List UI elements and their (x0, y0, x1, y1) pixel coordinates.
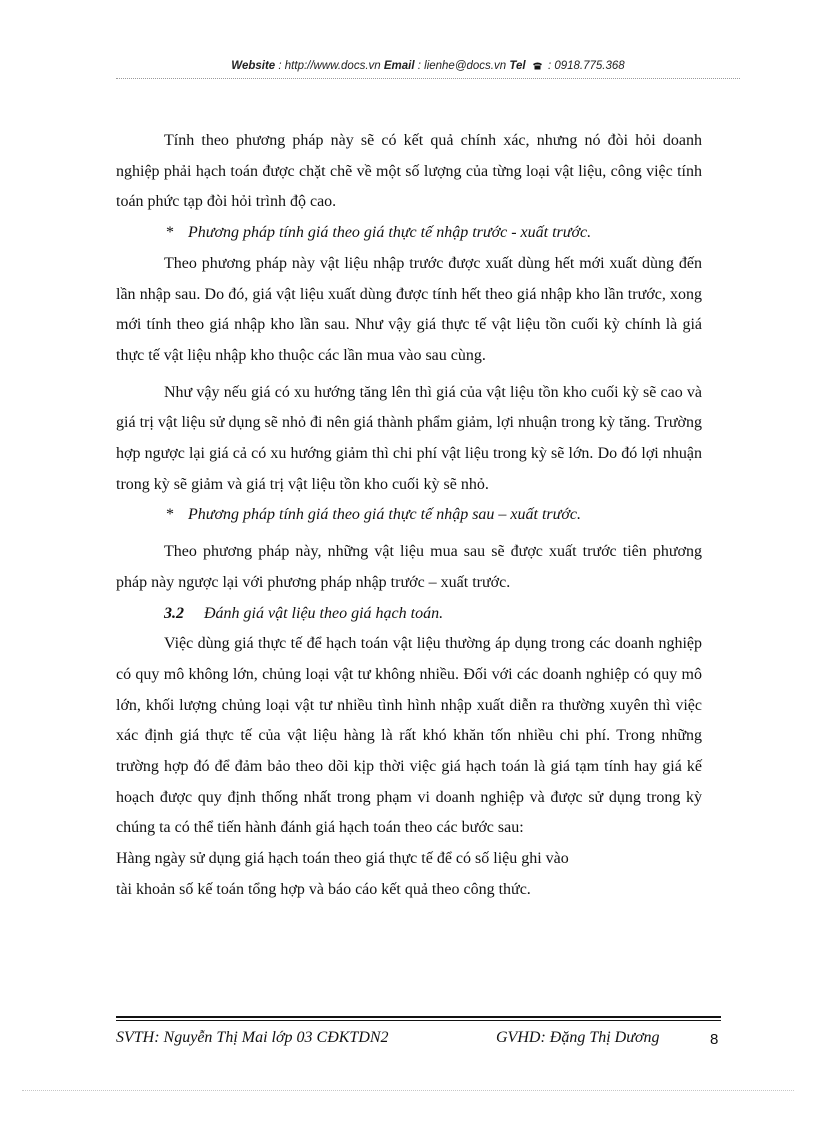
bullet-lifo-text: Phương pháp tính giá theo giá thực tế nhập sau – xuất trước. (188, 506, 581, 524)
paragraph-price-trend: Như vậy nếu giá có xu hướng tăng lên thì giá của vật liệu tồn kho cuối kỳ sẽ cao và giá trị vật liệu sử dụng sẽ nhỏ đi nên giá thành phẩm giảm, lợi nhuận trong kỳ tăng. Trường hợp ngược lại giá cả có xu hướng giảm thì chi phí vật liệu trong kỳ sẽ lớn. Do đó lợi nhuận trong kỳ sẽ giảm và giá trị vật liệu tồn kho cuối kỳ sẽ nhỏ. (116, 383, 702, 493)
paragraph-daily-line2: tài khoản số kế toán tổng hợp và báo cáo kết quả theo công thức. (116, 880, 531, 898)
bullet-marker: * (166, 224, 174, 242)
email-label: Email (383, 60, 415, 72)
document-body (116, 126, 702, 906)
bullet-lifo (116, 500, 702, 531)
header-divider (116, 78, 740, 79)
footer-advisor: GVHD: Đặng Thị Dương (496, 1029, 660, 1046)
telephone-icon (532, 61, 543, 70)
section-heading (116, 599, 702, 630)
paragraph-lifo-method: Theo phương pháp này, những vật liệu mua sau sẽ được xuất trước tiên phương pháp này ngược lại với phương pháp nhập trước – xuất trước. (116, 543, 702, 591)
page-bottom-border (22, 1090, 794, 1091)
section-number: 3.2 (164, 604, 184, 622)
footer-divider-thick (116, 1016, 721, 1018)
footer-divider-thin (116, 1020, 721, 1021)
page-number: 8 (710, 1031, 719, 1048)
website-label: Website (231, 60, 276, 72)
paragraph-fifo-method: Theo phương pháp này vật liệu nhập trước được xuất dùng hết mới xuất dùng đến lần nhập sau. Do đó, giá vật liệu xuất dùng được tính hết theo giá nhập kho lần trước, xong mới tính theo giá nhập kho lần sau. Như vậy giá thực tế vật liệu tồn cuối kỳ chính là giá thực tế vật liệu nhập kho thuộc các lần mua vào sau cùng. (116, 254, 702, 364)
paragraph-accounting-price: Việc dùng giá thực tế để hạch toán vật liệu thường áp dụng trong các doanh nghiệp có quy mô không lớn, chủng loại vật tư không nhiều. Đối với các doanh nghiệp có quy mô lớn, khối lượng chủng loại vật tư nhiều tình hình nhập xuất diễn ra thường xuyên thì việc xác định giá thực tế của vật liệu hàng là rất khó khăn tốn nhiều chi phí. Trong những trường hợp đó để đảm bảo theo dõi kịp thời việc giá hạch toán là giá tạm tính hay giá kế hoạch được quy định thống nhất trong phạm vi doanh nghiệp và được sử dụng trong kỳ chúng ta có thể tiến hành đánh giá hạch toán theo các bước sau: (116, 635, 702, 837)
page-header (116, 60, 740, 72)
bullet-fifo-text: Phương pháp tính giá theo giá thực tế nhập trước - xuất trước. (188, 224, 592, 242)
section-title: Đánh giá vật liệu theo giá hạch toán. (204, 604, 444, 622)
website-value: : http://www.docs.vn (278, 60, 381, 72)
bullet-fifo (116, 218, 702, 249)
bullet-marker: * (166, 506, 174, 524)
paragraph-accuracy: Tính theo phương pháp này sẽ có kết quả chính xác, nhưng nó đòi hỏi doanh nghiệp phải hạch toán được chặt chẽ về một số lượng của từng loại vật liệu, công việc tính toán phức tạp đòi hỏi trình độ cao. (116, 132, 702, 211)
tel-label: Tel (509, 60, 526, 72)
tel-value: : 0918.775.368 (547, 60, 625, 72)
paragraph-daily-line1: Hàng ngày sử dụng giá hạch toán theo giá thực tế để có số liệu ghi vào (116, 850, 569, 868)
footer-student: SVTH: Nguyễn Thị Mai lớp 03 CĐKTDN2 (116, 1029, 389, 1046)
email-value: : lienhe@docs.vn (417, 60, 507, 72)
